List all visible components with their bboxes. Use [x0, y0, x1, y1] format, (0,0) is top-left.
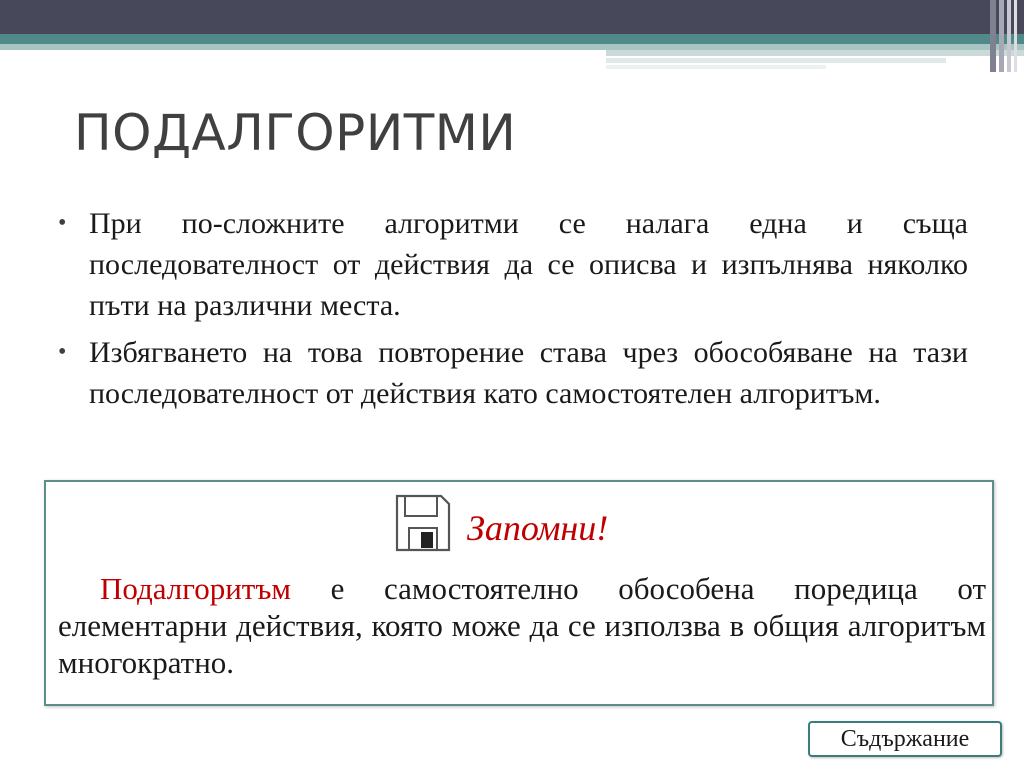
bullet-text: Избягването на това повторение става чрез обособяване на тази последователност от действия като самостоятелен алгоритъм.: [89, 336, 968, 410]
bullet-item: [58, 332, 968, 414]
definition-text: [58, 570, 986, 681]
slide-title: ПОДАЛГОРИТМИ: [74, 104, 517, 162]
floppy-disk-icon: [391, 492, 453, 554]
definition-term: Подалгоритъм: [100, 571, 291, 606]
bullet-list: [58, 203, 968, 420]
definition-body: е самостоятелно обособена поредица от елементарни действия, която може да се използва в общия алгоритъм многократно.: [58, 571, 986, 680]
bullet-marker: •: [58, 210, 67, 236]
remember-box: [44, 480, 994, 706]
bullet-item: [58, 203, 968, 326]
remember-header: [391, 488, 608, 558]
bullet-text: При по-сложните алгоритми се налага една и съща последователност от действия да се описва и изпълнява няколко пъти на различни места.: [89, 207, 968, 322]
top-decorative-bar: [0, 0, 1024, 80]
bullet-marker: •: [58, 339, 67, 365]
remember-title: Запомни!: [467, 508, 609, 548]
table-of-contents-button[interactable]: Съдържание: [808, 721, 1002, 757]
